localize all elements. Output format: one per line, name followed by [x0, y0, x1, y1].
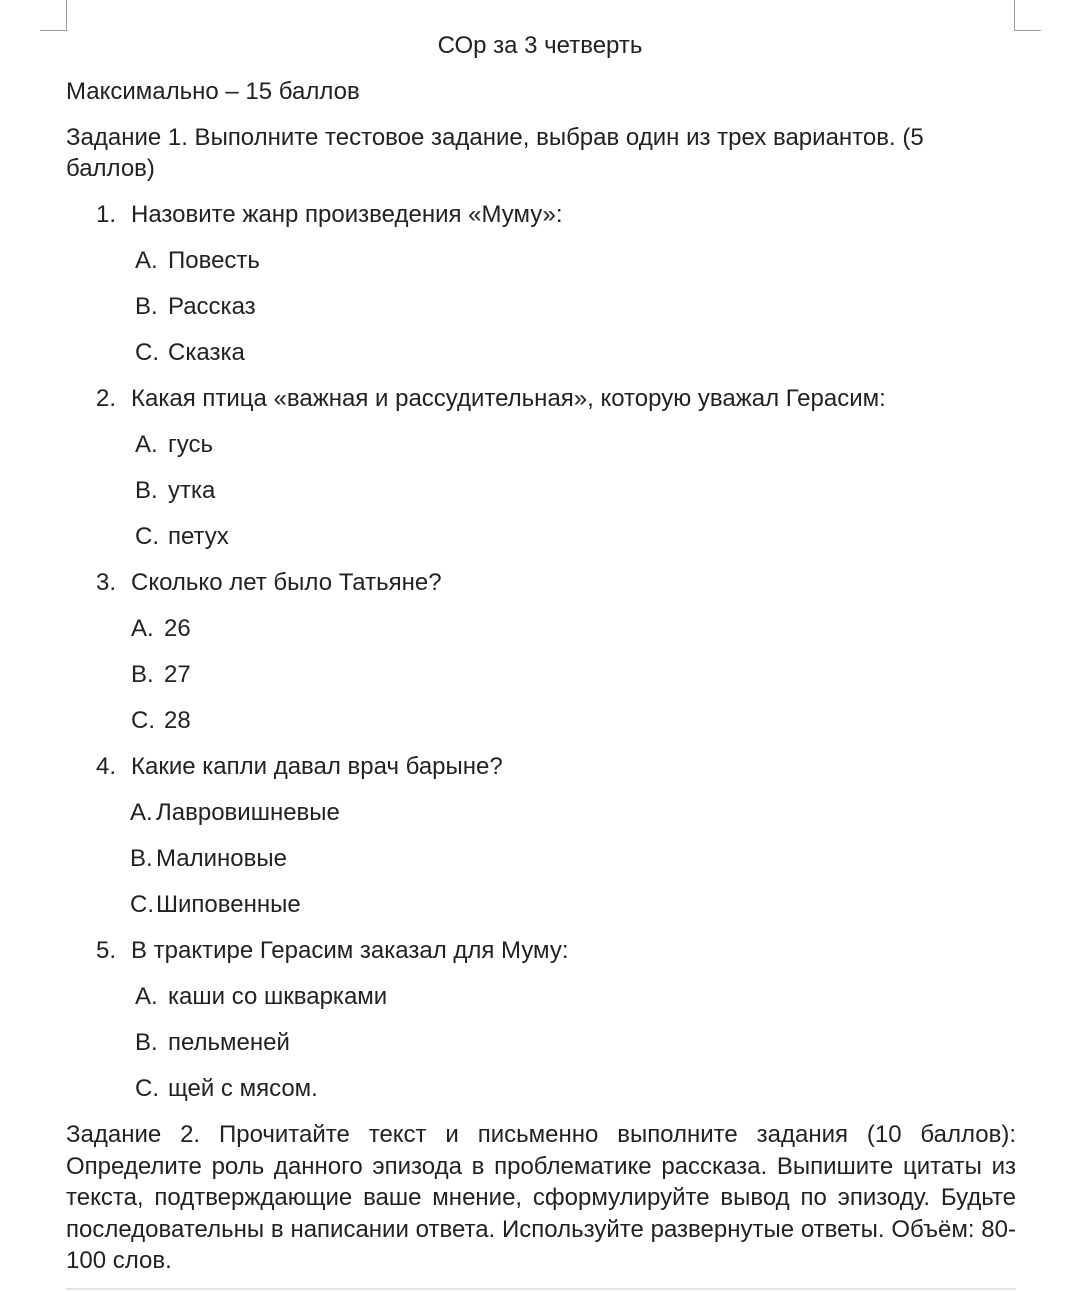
option-text: 26	[164, 615, 191, 642]
question-1-option-c	[135, 337, 245, 369]
crop-mark-top-left	[40, 0, 67, 31]
option-text: Шиповенные	[156, 891, 301, 918]
option-text: Рассказ	[168, 293, 256, 320]
option-text: петух	[168, 523, 229, 550]
option-text: утка	[168, 477, 216, 504]
option-letter: C.	[135, 339, 159, 366]
question-2-option-b	[135, 475, 215, 507]
option-letter: В.	[131, 661, 154, 688]
option-text: пельменей	[168, 1029, 290, 1056]
option-letter: C.	[135, 523, 159, 550]
question-1-option-b	[135, 291, 256, 323]
task1-instructions: Задание 1. Выполните тестовое задание, выбрав один из трех вариантов. (5 баллов)	[66, 124, 924, 182]
option-letter: В.	[130, 845, 153, 872]
question-5-option-c	[135, 1073, 318, 1105]
question-5-option-a	[135, 981, 387, 1013]
question-number: 2.	[96, 385, 117, 412]
max-points: Максимально – 15 баллов	[66, 78, 360, 105]
question-5	[96, 935, 568, 967]
question-text: Какая птица «важная и рассудительная», которую уважал Герасим:	[131, 385, 886, 412]
option-letter: С.	[131, 707, 155, 734]
option-letter: А.	[131, 615, 154, 642]
option-text: щей с мясом.	[168, 1075, 318, 1102]
question-text: В трактире Герасим заказал для Муму:	[131, 937, 569, 964]
question-number: 3.	[96, 569, 117, 596]
option-letter: B.	[135, 477, 158, 504]
option-text: Повесть	[168, 247, 260, 274]
option-text: гусь	[168, 431, 213, 458]
question-4	[96, 751, 503, 783]
option-letter: B.	[135, 293, 158, 320]
crop-mark-top-right	[1014, 0, 1041, 31]
task2-instructions: Задание 2. Прочитайте текст и письменно выполните задания (10 баллов): Определите роль данного эпизода в проблематике рассказа. Выпишите цитаты из текста, подтверждающие ваше мнение, сформулируйте вывод по эпизоду. Будьте последовательны в написании ответа. Используйте развернутые ответы. Объём: 80-100 слов.	[66, 1121, 1016, 1274]
option-letter: А.	[130, 799, 153, 826]
option-text: Малиновые	[156, 845, 287, 872]
option-letter: B.	[135, 1029, 158, 1056]
option-text: 28	[164, 707, 191, 734]
question-3-option-c	[131, 705, 191, 737]
question-3-option-b	[131, 659, 191, 691]
option-text: 27	[164, 661, 191, 688]
option-text: каши со шкварками	[168, 983, 388, 1010]
option-letter: C.	[135, 1075, 159, 1102]
question-1-option-a	[135, 245, 260, 277]
question-4-option-b	[130, 843, 287, 875]
question-3	[96, 567, 442, 599]
question-text: Сколько лет было Татьяне?	[131, 569, 442, 596]
option-letter: С.	[130, 891, 154, 918]
option-letter: A.	[135, 983, 158, 1010]
question-3-option-a	[131, 613, 191, 645]
question-number: 1.	[96, 201, 117, 228]
question-2-option-a	[135, 429, 213, 461]
question-4-option-a	[130, 797, 340, 829]
option-text: Сказка	[168, 339, 245, 366]
question-1	[96, 199, 563, 231]
question-text: Назовите жанр произведения «Муму»:	[131, 201, 563, 228]
question-4-option-c	[130, 889, 301, 921]
option-text: Лавровишневые	[156, 799, 340, 826]
option-letter: A.	[135, 431, 158, 458]
question-number: 5.	[96, 937, 117, 964]
question-number: 4.	[96, 753, 117, 780]
question-2-option-c	[135, 521, 229, 553]
question-text: Какие капли давал врач барыне?	[131, 753, 503, 780]
page-bottom-divider	[66, 1288, 1016, 1290]
option-letter: A.	[135, 247, 158, 274]
question-2	[96, 383, 886, 415]
document-title: СОр за 3 четверть	[437, 32, 643, 59]
question-5-option-b	[135, 1027, 290, 1059]
